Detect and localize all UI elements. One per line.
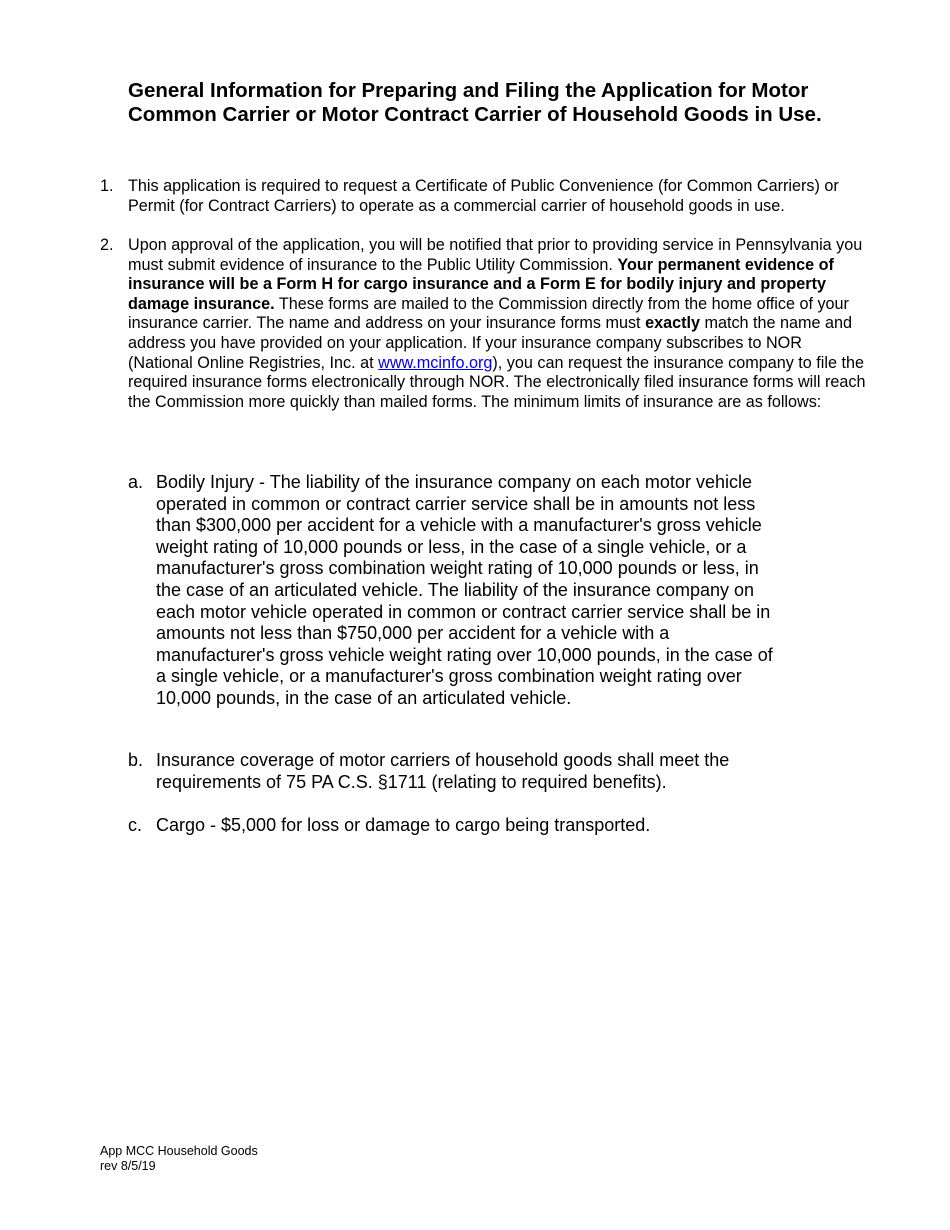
- item-text-part: match the name and address you have provided on your application. If your insurance company subscribes to NOR (National Online Registries, Inc. at: [128, 314, 853, 372]
- sub-item-letter: c.: [128, 815, 143, 835]
- sub-item-c: [128, 815, 778, 837]
- footer-revision: rev 8/5/19: [100, 1158, 156, 1173]
- item-text-part: ), you can request the insurance company to file the required insurance forms electronically through NOR. The electronically filed insurance forms will reach the Commission more quickly than mailed forms. The minimum limits of insurance are as follows:: [128, 353, 866, 411]
- list-item-2: [100, 236, 870, 412]
- item-number: 2.: [100, 236, 114, 254]
- title-line-2: Common Carrier or Motor Contract Carrier of Household Goods in Use.: [128, 103, 822, 126]
- sub-item-text: Bodily Injury - The liability of the insurance company on each motor vehicle operated in common or contract carrier service shall be in amounts not less than $300,000 per accident for a vehicle with a manufacturer's gross vehicle weight rating of 10,000 pounds or less, in the case of a single vehicle, or a manufacturer's gross combination weight rating of 10,000 pounds or less, in the case of an articulated vehicle. The liability of the insurance company on each motor vehicle operated in common or contract carrier service shall be in amounts not less than $750,000 per accident for a vehicle with a manufacturer's gross vehicle weight rating over 10,000 pounds, in the case of a single vehicle, or a manufacturer's gross combination weight rating over 10,000 pounds, in the case of an articulated vehicle.: [156, 472, 773, 708]
- sub-item-letter: b.: [128, 750, 144, 770]
- footer-form-name: App MCC Household Goods: [100, 1144, 258, 1158]
- title-line-1: General Information for Preparing and Filing the Application for Motor: [128, 79, 809, 102]
- exactly-emphasis: exactly: [645, 314, 700, 333]
- item-text: This application is required to request a Certificate of Public Convenience (for Common Carriers) or Permit (for Contract Carriers) to operate as a commercial carrier of household goods in use.: [128, 177, 839, 215]
- sub-item-letter: a.: [128, 472, 144, 492]
- insurance-forms-emphasis: Your permanent evidence of insurance will be a Form H for cargo insurance and a Form E for bodily injury and property damage insurance.: [128, 255, 834, 313]
- page-title: [128, 79, 888, 127]
- mcinfo-link[interactable]: www.mcinfo.org: [378, 353, 493, 372]
- item-text: [128, 236, 870, 412]
- page-footer: [100, 1144, 258, 1173]
- sub-item-text: Insurance coverage of motor carriers of household goods shall meet the requirements of 75 PA C.S. §1711 (relating to required benefits).: [156, 750, 730, 792]
- sub-item-a: [128, 472, 778, 710]
- sub-item-text: Cargo - $5,000 for loss or damage to cargo being transported.: [156, 815, 651, 835]
- sub-item-b: [128, 750, 778, 793]
- item-text-part: Upon approval of the application, you will be notified that prior to providing service in Pennsylvania you must submit evidence of insurance to the Public Utility Commission.: [128, 236, 863, 274]
- item-number: 1.: [100, 177, 114, 195]
- list-item-1: [100, 177, 870, 216]
- item-text-part: These forms are mailed to the Commission directly from the home office of your insurance carrier. The name and address on your insurance forms must: [128, 294, 849, 333]
